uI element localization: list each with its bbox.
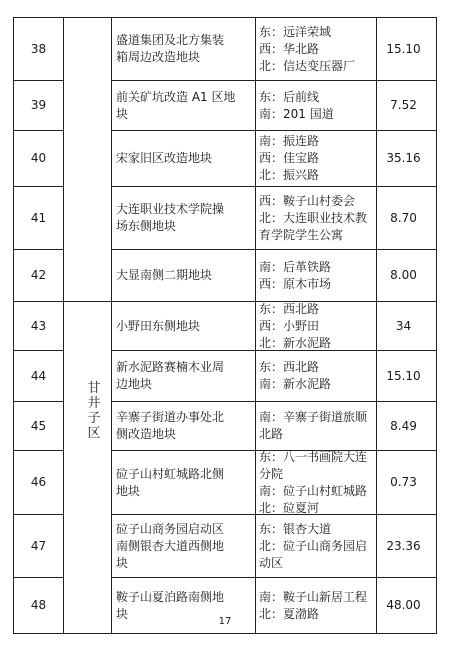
boundary-line: 北路 <box>259 427 284 441</box>
parcel-name-line: 块 <box>116 106 129 121</box>
row-number: 43 <box>30 318 47 333</box>
parcel-name-lines <box>116 150 212 167</box>
parcel-name-line: 砬子山商务园启动区 <box>116 521 225 536</box>
parcel-name-lines <box>116 359 224 393</box>
parcel-name-line: 前关矿坑改造 A1 区地 <box>116 89 236 104</box>
boundary-line: 南：振连路 <box>259 134 320 148</box>
parcel-name <box>112 351 255 401</box>
boundary-line: 南：辛寨子街道旅顺 <box>259 410 368 424</box>
boundary-line: 西：鞍子山村委会 <box>259 193 356 208</box>
parcel-name-line: 小野田东侧地块 <box>116 318 201 333</box>
parcel-area: 34 <box>395 318 412 333</box>
parcel-name <box>112 250 255 301</box>
boundary-line: 东：八一书画院大连 <box>259 449 368 464</box>
parcel-boundaries <box>256 131 376 186</box>
boundary-line: 西：华北路 <box>259 41 320 56</box>
parcel-name-line: 块 <box>116 555 129 570</box>
row-number: 48 <box>30 598 47 612</box>
boundary-line: 南：201 国道 <box>259 106 334 121</box>
boundary-line: 西：佳宝路 <box>259 151 320 165</box>
row-number: 47 <box>30 538 47 553</box>
parcel-boundaries <box>256 18 376 80</box>
parcel-name-line: 侧改造地块 <box>116 427 177 441</box>
boundary-line: 北：大连职业技术教 <box>259 210 368 225</box>
page-number: 17 <box>218 616 232 627</box>
parcel-name-line: 新水泥路赛楠木业周 <box>116 360 225 374</box>
parcel-boundaries <box>256 302 376 350</box>
parcel-name-line: 地块 <box>116 483 141 498</box>
row-number: 44 <box>30 368 47 383</box>
boundary-lines <box>259 259 331 293</box>
parcel-name-lines <box>116 32 224 66</box>
row-number: 39 <box>30 98 47 112</box>
parcel-name-line: 盛道集团及北方集装 <box>116 33 225 47</box>
parcel-name <box>112 187 255 249</box>
parcel-area: 23.36 <box>386 538 421 553</box>
parcel-name <box>112 451 255 514</box>
parcel-boundaries <box>256 451 376 514</box>
column-border <box>436 17 437 634</box>
boundary-line: 南：新水泥路 <box>259 377 332 391</box>
parcel-name <box>112 131 255 186</box>
boundary-line: 北：振兴路 <box>259 168 320 182</box>
column-border <box>63 17 64 634</box>
parcel-name-lines <box>116 409 224 443</box>
boundary-line: 东：西北路 <box>259 301 320 316</box>
parcel-name-lines <box>116 521 224 572</box>
parcel-name <box>112 515 255 577</box>
parcel-area: 0.73 <box>390 475 417 489</box>
boundary-line: 东：后前线 <box>259 89 320 104</box>
boundary-line: 南：砬子山村虹城路 <box>259 483 368 498</box>
boundary-line: 东：西北路 <box>259 360 320 374</box>
boundary-lines <box>259 193 367 244</box>
boundary-line: 北：新水泥路 <box>259 335 332 350</box>
parcel-area: 15.10 <box>386 368 421 383</box>
boundary-lines <box>259 359 331 393</box>
boundary-line: 东：银杏大道 <box>259 521 332 536</box>
boundary-lines <box>259 301 331 352</box>
boundary-line: 分院 <box>259 466 284 481</box>
parcel-boundaries <box>256 515 376 577</box>
row-number: 45 <box>30 418 47 433</box>
boundary-line: 育学院学生公寓 <box>259 227 344 242</box>
district-label: 甘井子区 <box>87 381 101 441</box>
parcel-name-line: 砬子山村虹城路北侧 <box>116 466 225 481</box>
parcel-area: 8.00 <box>390 268 417 282</box>
parcel-area: 48.00 <box>386 598 421 612</box>
parcel-name-line: 辛寨子街道办事处北 <box>116 410 225 424</box>
boundary-lines <box>259 24 355 75</box>
boundary-lines <box>259 521 367 572</box>
row-number: 46 <box>30 475 47 489</box>
row-border <box>13 633 437 634</box>
parcel-area: 8.70 <box>390 210 417 225</box>
boundary-line: 北：夏渤路 <box>259 606 320 621</box>
row-number: 41 <box>30 210 47 225</box>
parcel-name-lines <box>116 267 212 284</box>
boundary-lines <box>259 133 319 184</box>
parcel-boundaries <box>256 81 376 130</box>
boundary-line: 北：砬子山商务园启 <box>259 538 368 553</box>
parcel-name-line: 块 <box>116 606 129 621</box>
row-number: 40 <box>30 151 47 165</box>
parcel-boundaries <box>256 351 376 401</box>
parcel-name-lines <box>116 89 235 123</box>
parcel-name-lines <box>116 201 224 235</box>
parcel-boundaries <box>256 250 376 301</box>
parcel-name-line: 大连职业技术学院操 <box>116 202 225 216</box>
boundary-line: 北：信达变压器厂 <box>259 58 356 73</box>
parcel-name <box>112 402 255 450</box>
parcel-name <box>112 18 255 80</box>
parcel-name-line: 箱周边改造地块 <box>116 50 201 64</box>
boundary-line: 西：小野田 <box>259 318 320 333</box>
parcel-area: 8.49 <box>390 418 417 433</box>
boundary-lines <box>259 89 334 123</box>
parcel-name-line: 鞍子山夏泊路南侧地 <box>116 589 225 604</box>
parcel-name-line: 边地块 <box>116 377 153 391</box>
parcel-name <box>112 81 255 130</box>
boundary-line: 南：鞍子山新居工程 <box>259 589 368 604</box>
row-number: 38 <box>30 41 47 56</box>
parcel-name-line: 场东侧地块 <box>116 219 177 233</box>
boundary-line: 北：砬夏河 <box>259 500 320 515</box>
parcel-name-line: 南侧银杏大道西侧地 <box>116 538 225 553</box>
boundary-lines <box>259 409 367 443</box>
parcel-area: 7.52 <box>390 98 417 112</box>
boundary-line: 南：后革铁路 <box>259 259 332 274</box>
parcel-name-lines <box>116 318 200 335</box>
row-number: 42 <box>30 268 47 282</box>
parcel-area: 15.10 <box>386 41 421 56</box>
parcel-name <box>112 302 255 350</box>
parcel-boundaries <box>256 402 376 450</box>
parcel-name-line: 宋家旧区改造地块 <box>116 151 213 165</box>
boundary-line: 东：远洋荣域 <box>259 24 332 39</box>
parcel-name-line: 大显南侧二期地块 <box>116 268 213 282</box>
parcel-name-lines <box>116 466 224 500</box>
boundary-lines <box>259 449 367 517</box>
boundary-line: 西：原木市场 <box>259 276 332 291</box>
parcel-boundaries <box>256 187 376 249</box>
boundary-line: 动区 <box>259 555 284 570</box>
parcel-area: 35.16 <box>386 151 421 165</box>
